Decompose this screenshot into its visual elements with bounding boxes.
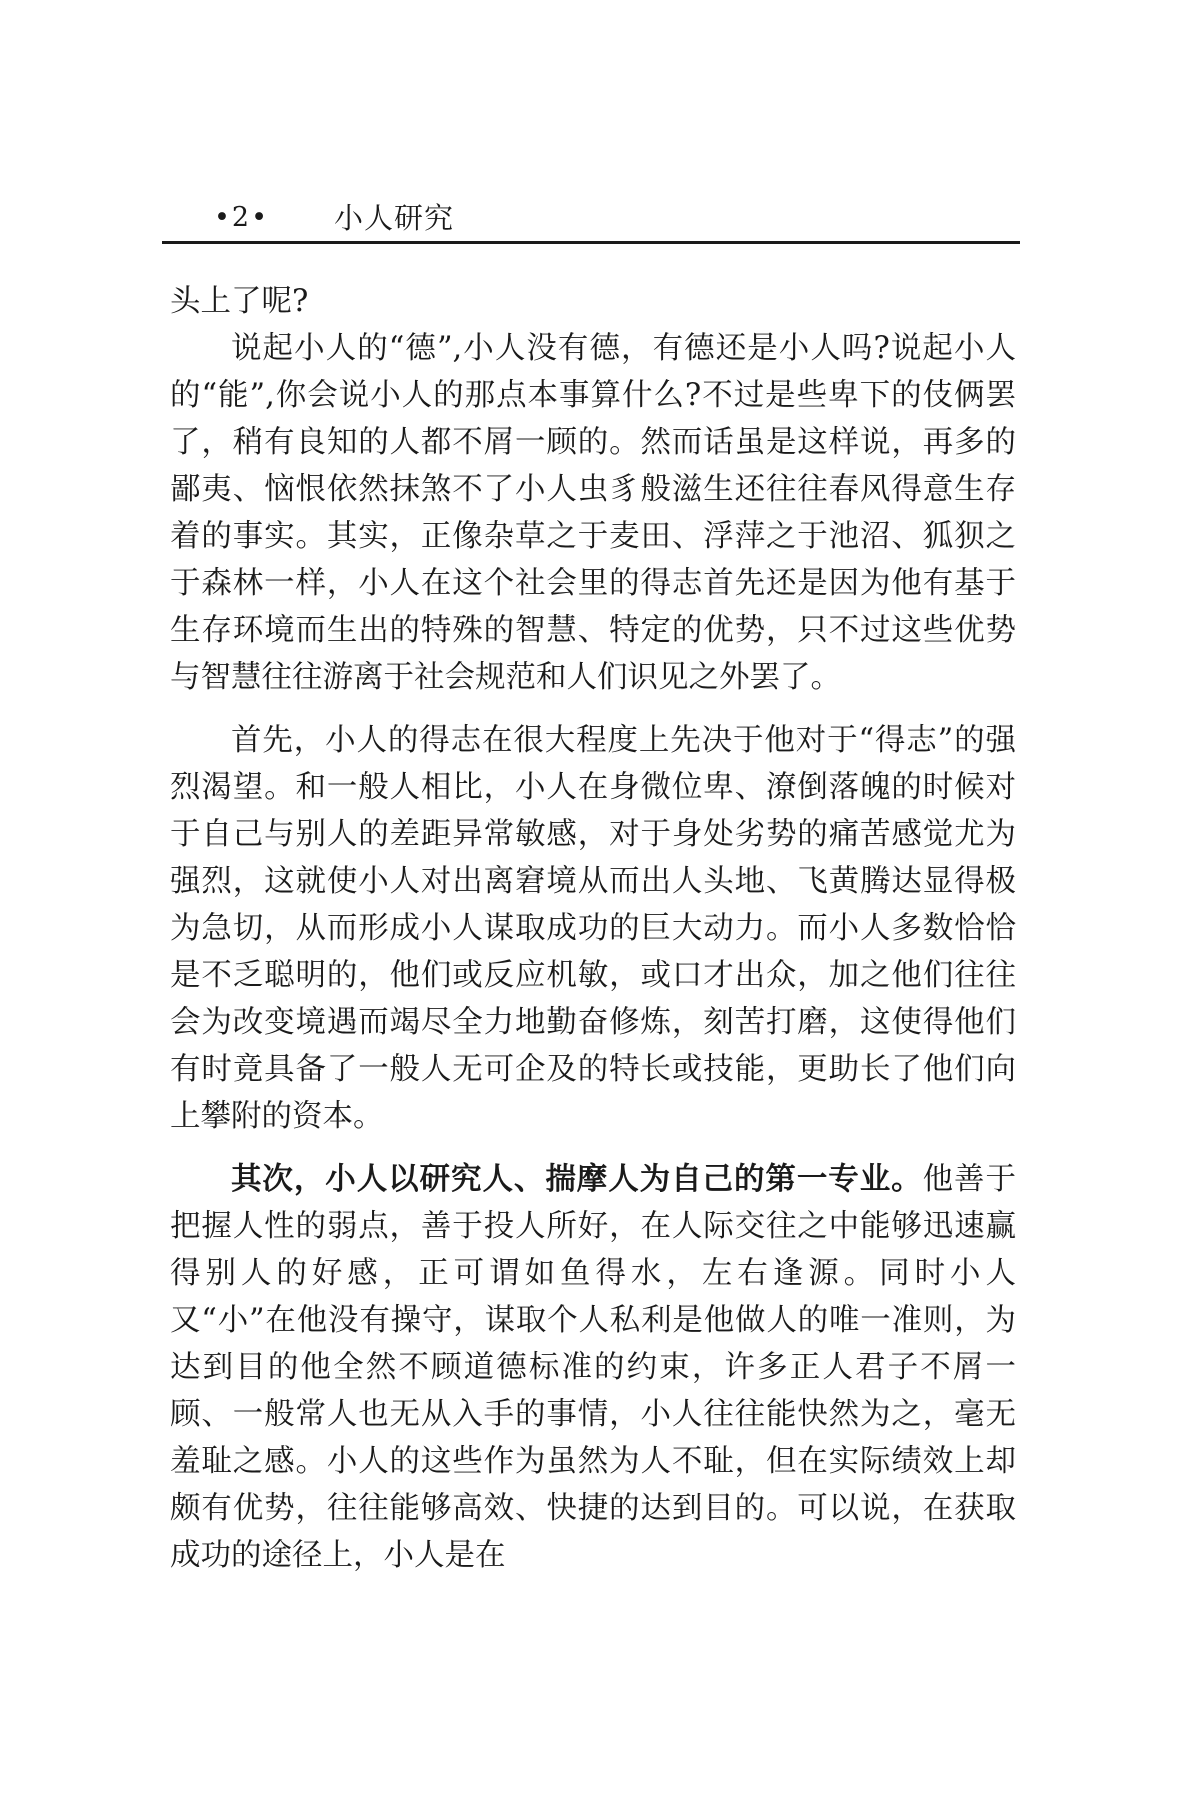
paragraph-text: 头上了呢? bbox=[170, 284, 309, 319]
paragraph-first-point bbox=[170, 717, 1016, 1140]
page-number: •2• bbox=[214, 202, 270, 233]
paragraph-text: 他善于把握人性的弱点，善于投人所好，在人际交往之中能够迅速赢得别人的好感，正可谓如鱼得水，左右逢源。同时小人又“小”在他没有操守，谋取个人私利是他做人的唯一准则，为达到目的他全然不顾道德标准的约束，许多正人君子不屑一顾、一般常人也无从入手的事情，小人往往能快然为之，毫无羞耻之感。小人的这些作为虽然为人不耻，但在实际绩效上却颇有优势，往往能够高效、快捷的达到目的。可以说，在获取成功的途径上，小人是在 bbox=[170, 1162, 1016, 1573]
book-title: 小人研究 bbox=[334, 201, 455, 235]
paragraph-text: 说起小人的“德”,小人没有德，有德还是小人吗?说起小人的“能”,你会说小人的那点本事算什么?不过是些卑下的伎俩罢了，稍有良知的人都不屑一顾的。然而话虽是这样说，再多的鄙夷、恼恨依然抹煞不了小人虫豸般滋生还往往春风得意生存着的事实。其实，正像杂草之于麦田、浮萍之于池沼、狐狈之于森林一样，小人在这个社会里的得志首先还是因为他有基于生存环境而生出的特殊的智慧、特定的优势，只不过这些优势与智慧往往游离于社会规范和人们识见之外罢了。 bbox=[170, 331, 1016, 695]
paragraph-continued bbox=[170, 278, 1016, 325]
paragraph-second-point bbox=[170, 1156, 1016, 1579]
running-header bbox=[162, 198, 1020, 244]
paragraph-de-and-neng bbox=[170, 325, 1016, 701]
bold-lead-sentence: 其次，小人以研究人、揣摩人为自己的第一专业。 bbox=[231, 1161, 923, 1197]
body-text bbox=[170, 278, 1016, 1579]
paragraph-text: 首先，小人的得志在很大程度上先决于他对于“得志”的强烈渴望。和一般人相比，小人在身微位卑、潦倒落魄的时候对于自己与别人的差距异常敏感，对于身处劣势的痛苦感觉尤为强烈，这就使小人对出离窘境从而出人头地、飞黄腾达显得极为急切，从而形成小人谋取成功的巨大动力。而小人多数恰恰是不乏聪明的，他们或反应机敏，或口才出众，加之他们往往会为改变境遇而竭尽全力地勤奋修炼，刻苦打磨，这使得他们有时竟具备了一般人无可企及的特长或技能，更助长了他们向上攀附的资本。 bbox=[170, 723, 1016, 1134]
